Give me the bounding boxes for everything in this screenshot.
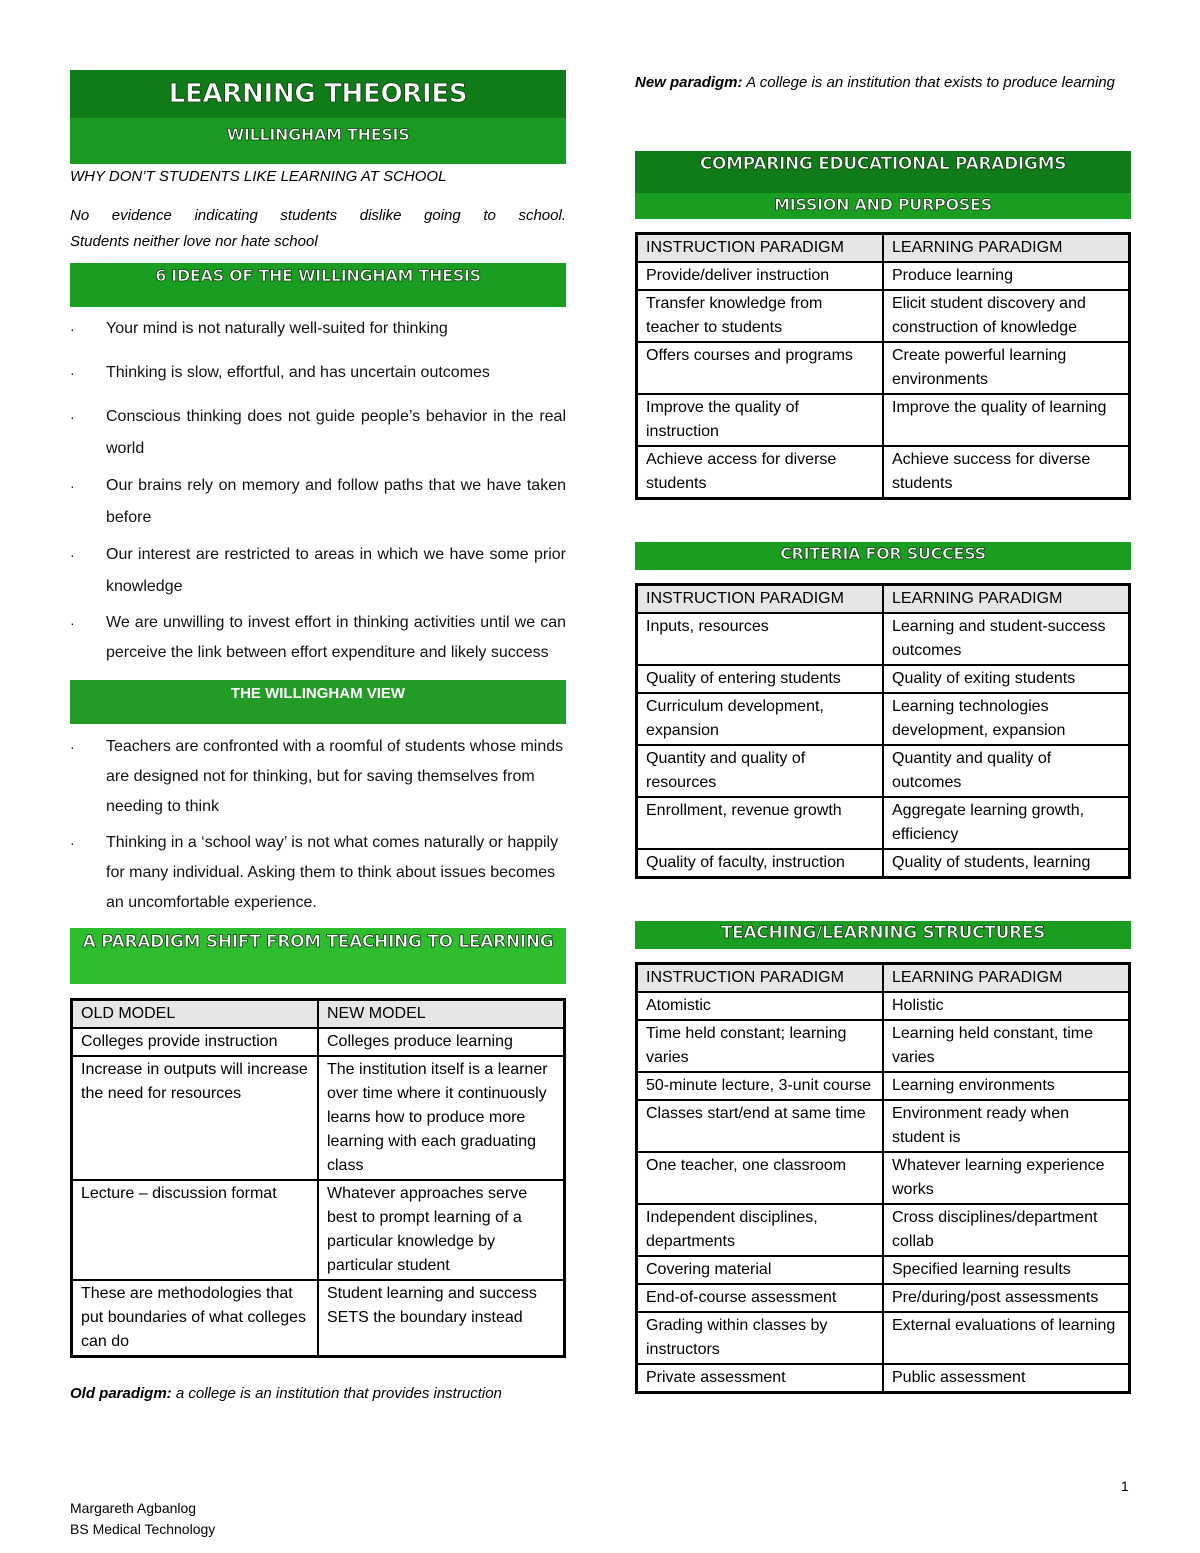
table-cell: Atomistic: [637, 992, 884, 1020]
table-cell: Produce learning: [883, 262, 1130, 290]
table-row: [637, 665, 1130, 693]
table-cell: One teacher, one classroom: [637, 1152, 884, 1204]
table-cell: End-of-course assessment: [637, 1284, 884, 1312]
list-item: · Our interest are restricted to areas in which we have some prior knowledge: [70, 539, 566, 603]
page-title: LEARNING THEORIES: [70, 70, 566, 118]
table-row: [637, 797, 1130, 849]
table-header-cell: LEARNING PARADIGM: [883, 585, 1130, 614]
table-cell: External evaluations of learning: [883, 1312, 1130, 1364]
table-cell: Learning technologies development, expansion: [883, 693, 1130, 745]
table-row: [637, 1100, 1130, 1152]
table-cell: Achieve success for diverse students: [883, 446, 1130, 499]
table-header-row: [637, 964, 1130, 993]
author-course: BS Medical Technology: [70, 1521, 216, 1537]
intro-line-1: No evidence indicating students dislike going to school.: [70, 207, 566, 224]
table-header-row: [637, 585, 1130, 614]
table-cell: Classes start/end at same time: [637, 1100, 884, 1152]
table-row: [72, 1180, 565, 1280]
table-cell: Learning environments: [883, 1072, 1130, 1100]
table-header-row: [637, 234, 1130, 263]
table-cell: Inputs, resources: [637, 613, 884, 665]
ideas-heading: 6 IDEAS OF THE WILLINGHAM THESIS: [70, 263, 566, 307]
table-cell: Lecture – discussion format: [72, 1180, 319, 1280]
table-cell: Pre/during/post assessments: [883, 1284, 1130, 1312]
list-item: · Conscious thinking does not guide people’s behavior in the real world: [70, 401, 566, 465]
criteria-table: [635, 583, 1131, 879]
old-paradigm-note: [70, 1382, 566, 1406]
old-paradigm-text: a college is an institution that provides instruction: [175, 1385, 502, 1402]
table-cell: Colleges produce learning: [318, 1028, 565, 1056]
table-cell: Whatever learning experience works: [883, 1152, 1130, 1204]
table-row: [637, 1364, 1130, 1393]
table-row: [72, 1280, 565, 1357]
table-row: [72, 1028, 565, 1056]
table-cell: Quality of students, learning: [883, 849, 1130, 878]
page-subtitle: WILLINGHAM THESIS: [70, 118, 566, 164]
table-cell: Time held constant; learning varies: [637, 1020, 884, 1072]
table-row: [637, 446, 1130, 499]
table-cell: Quantity and quality of outcomes: [883, 745, 1130, 797]
table-header-cell: NEW MODEL: [318, 1000, 565, 1029]
right-column: [635, 70, 1131, 1394]
table-cell: Transfer knowledge from teacher to students: [637, 290, 884, 342]
table-cell: Student learning and success SETS the boundary instead: [318, 1280, 565, 1357]
table-cell: Create powerful learning environments: [883, 342, 1130, 394]
table-cell: Elicit student discovery and construction of knowledge: [883, 290, 1130, 342]
table-header-row: [72, 1000, 565, 1029]
table-row: [637, 1312, 1130, 1364]
table-cell: Achieve access for diverse students: [637, 446, 884, 499]
table-cell: Grading within classes by instructors: [637, 1312, 884, 1364]
table-cell: Holistic: [883, 992, 1130, 1020]
intro-line-2: Students neither love nor hate school: [70, 233, 318, 250]
comparing-heading: COMPARING EDUCATIONAL PARADIGMS: [635, 151, 1131, 193]
table-cell: Improve the quality of instruction: [637, 394, 884, 446]
list-item: · Your mind is not naturally well-suited for thinking: [70, 313, 566, 345]
table-row: [72, 1056, 565, 1180]
view-heading: THE WILLINGHAM VIEW: [70, 680, 566, 724]
new-paradigm-note: [635, 70, 1131, 96]
table-row: [637, 342, 1130, 394]
table-cell: 50-minute lecture, 3-unit course: [637, 1072, 884, 1100]
list-item: · We are unwilling to invest effort in thinking activities until we can perceive the link between effort expenditure and likely success: [70, 608, 566, 668]
table-cell: Environment ready when student is: [883, 1100, 1130, 1152]
list-item: · Thinking is slow, effortful, and has uncertain outcomes: [70, 357, 566, 389]
table-cell: Provide/deliver instruction: [637, 262, 884, 290]
ideas-list: [70, 313, 566, 668]
table-cell: Cross disciplines/department collab: [883, 1204, 1130, 1256]
mission-heading: MISSION AND PURPOSES: [635, 193, 1131, 219]
structures-heading: TEACHING/LEARNING STRUCTURES: [635, 921, 1131, 949]
table-cell: Quality of faculty, instruction: [637, 849, 884, 878]
table-cell: Private assessment: [637, 1364, 884, 1393]
table-cell: Learning held constant, time varies: [883, 1020, 1130, 1072]
table-header-cell: LEARNING PARADIGM: [883, 964, 1130, 993]
table-header-cell: INSTRUCTION PARADIGM: [637, 585, 884, 614]
table-header-cell: LEARNING PARADIGM: [883, 234, 1130, 263]
author-name: Margareth Agbanlog: [70, 1500, 197, 1516]
table-cell: Aggregate learning growth, efficiency: [883, 797, 1130, 849]
table-header-cell: INSTRUCTION PARADIGM: [637, 234, 884, 263]
table-cell: Independent disciplines, departments: [637, 1204, 884, 1256]
table-row: [637, 1072, 1130, 1100]
table-cell: Quality of exiting students: [883, 665, 1130, 693]
new-paradigm-label: New paradigm:: [635, 74, 743, 91]
structures-table: [635, 962, 1131, 1394]
table-cell: Covering material: [637, 1256, 884, 1284]
table-row: [637, 992, 1130, 1020]
table-row: [637, 1152, 1130, 1204]
footer: [70, 1498, 215, 1540]
table-row: [637, 394, 1130, 446]
table-header-cell: INSTRUCTION PARADIGM: [637, 964, 884, 993]
table-header-cell: OLD MODEL: [72, 1000, 319, 1029]
table-row: [637, 849, 1130, 878]
criteria-heading: CRITERIA FOR SUCCESS: [635, 542, 1131, 570]
list-item: · Thinking in a ‘school way’ is not what comes naturally or happily for many individual. Asking them to think about issues becomes an uncomfortable experience.: [70, 828, 566, 918]
table-row: [637, 1256, 1130, 1284]
table-cell: Improve the quality of learning: [883, 394, 1130, 446]
table-cell: Colleges provide instruction: [72, 1028, 319, 1056]
table-cell: Public assessment: [883, 1364, 1130, 1393]
table-cell: Whatever approaches serve best to prompt learning of a particular knowledge by particular student: [318, 1180, 565, 1280]
shift-heading: A PARADIGM SHIFT FROM TEACHING TO LEARNING: [70, 928, 566, 984]
table-cell: The institution itself is a learner over time where it continuously learns how to produce more learning with each graduating class: [318, 1056, 565, 1180]
table-row: [637, 290, 1130, 342]
table-row: [637, 613, 1130, 665]
table-cell: Enrollment, revenue growth: [637, 797, 884, 849]
table-cell: Offers courses and programs: [637, 342, 884, 394]
table-cell: Quantity and quality of resources: [637, 745, 884, 797]
table-row: [637, 693, 1130, 745]
table-row: [637, 1284, 1130, 1312]
table-cell: Quality of entering students: [637, 665, 884, 693]
new-paradigm-text: A college is an institution that exists to produce learning: [746, 74, 1115, 91]
list-item: · Our brains rely on memory and follow paths that we have taken before: [70, 470, 566, 534]
old-paradigm-label: Old paradigm:: [70, 1385, 172, 1402]
table-row: [637, 745, 1130, 797]
mission-table: [635, 232, 1131, 500]
table-row: [637, 262, 1130, 290]
table-cell: These are methodologies that put boundaries of what colleges can do: [72, 1280, 319, 1357]
intro-question: WHY DON’T STUDENTS LIKE LEARNING AT SCHOOL: [70, 168, 447, 185]
left-column: [70, 70, 566, 1406]
table-cell: Learning and student-success outcomes: [883, 613, 1130, 665]
paradigm-shift-table: [70, 998, 566, 1358]
table-row: [637, 1020, 1130, 1072]
table-row: [637, 1204, 1130, 1256]
table-cell: Curriculum development, expansion: [637, 693, 884, 745]
table-cell: Increase in outputs will increase the need for resources: [72, 1056, 319, 1180]
view-list: [70, 732, 566, 918]
list-item: · Teachers are confronted with a roomful of students whose minds are designed not for thinking, but for saving themselves from needing to think: [70, 732, 566, 822]
page-number: 1: [1121, 1478, 1129, 1494]
table-cell: Specified learning results: [883, 1256, 1130, 1284]
